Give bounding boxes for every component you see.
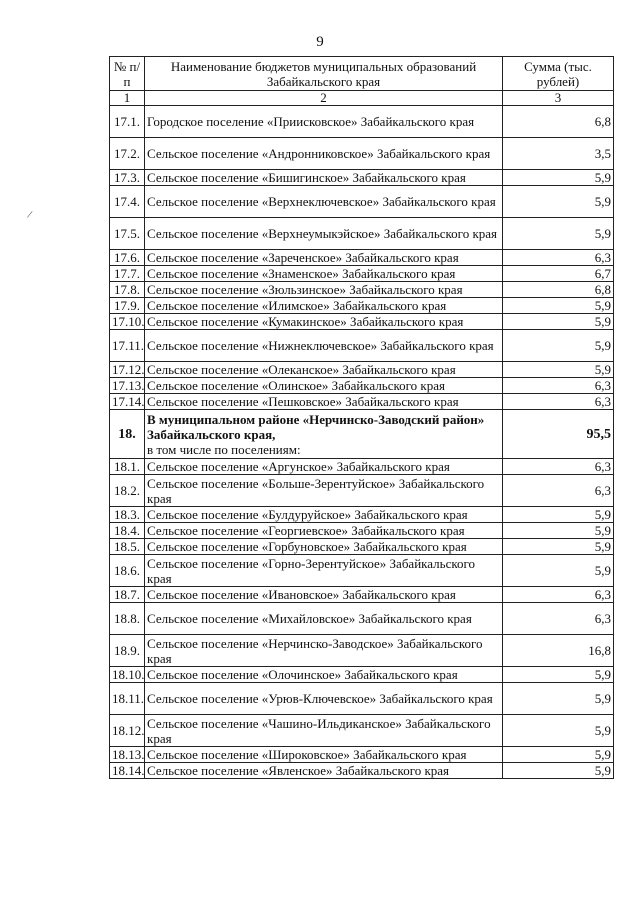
row-number: 17.5.: [110, 218, 145, 250]
table-row: [110, 459, 614, 475]
row-number: 17.3.: [110, 170, 145, 186]
table-row: [110, 186, 614, 218]
stray-mark: /: [26, 208, 34, 222]
row-sum: 5,9: [503, 555, 614, 587]
row-sum: 5,9: [503, 763, 614, 779]
row-sum: 6,3: [503, 378, 614, 394]
row-name: Сельское поселение «Чашино-Ильдиканское» Забайкальского края: [145, 715, 503, 747]
row-number: 18.12.: [110, 715, 145, 747]
budget-table: [109, 56, 614, 779]
row-number: 17.8.: [110, 282, 145, 298]
row-sum: 3,5: [503, 138, 614, 170]
column-index-2: 2: [145, 91, 503, 106]
table-row: [110, 170, 614, 186]
row-number: 18.9.: [110, 635, 145, 667]
row-name: Сельское поселение «Олочинское» Забайкальского края: [145, 667, 503, 683]
row-number: 17.4.: [110, 186, 145, 218]
table-row: [110, 507, 614, 523]
table-header-row: [110, 57, 614, 91]
header-name: Наименование бюджетов муниципальных образований Забайкальского края: [145, 57, 503, 91]
row-name: Сельское поселение «Зареченское» Забайкальского края: [145, 250, 503, 266]
row-name: Сельское поселение «Широковское» Забайкальского края: [145, 747, 503, 763]
table-row: [110, 747, 614, 763]
row-sum: 5,9: [503, 170, 614, 186]
row-sum: 5,9: [503, 683, 614, 715]
table-row: [110, 603, 614, 635]
row-name: Сельское поселение «Бишигинское» Забайкальского края: [145, 170, 503, 186]
row-name: Сельское поселение «Булдуруйское» Забайкальского края: [145, 507, 503, 523]
table-row: [110, 523, 614, 539]
table-row: [110, 106, 614, 138]
row-name: Сельское поселение «Нижнеключевское» Забайкальского края: [145, 330, 503, 362]
row-number: 18.4.: [110, 523, 145, 539]
row-number: 17.2.: [110, 138, 145, 170]
row-name: Сельское поселение «Зюльзинское» Забайкальского края: [145, 282, 503, 298]
row-number: 17.10.: [110, 314, 145, 330]
row-sum: 5,9: [503, 523, 614, 539]
table-row: [110, 715, 614, 747]
table-row: [110, 282, 614, 298]
row-sum: 16,8: [503, 635, 614, 667]
row-sum: 5,9: [503, 298, 614, 314]
row-name: Сельское поселение «Верхнеключевское» Забайкальского края: [145, 186, 503, 218]
row-name: Сельское поселение «Горно-Зерентуйское» Забайкальского края: [145, 555, 503, 587]
row-number: 18.2.: [110, 475, 145, 507]
row-sum: 6,3: [503, 587, 614, 603]
row-number: 17.7.: [110, 266, 145, 282]
row-name: Сельское поселение «Больше-Зерентуйское» Забайкальского края: [145, 475, 503, 507]
district-subtitle: в том числе по поселениям:: [147, 441, 301, 457]
table-row: [110, 394, 614, 410]
table-row: [110, 266, 614, 282]
district-name: В муниципальном районе «Нерчинско-Заводский район» Забайкальского края,: [147, 411, 485, 442]
row-sum: 5,9: [503, 539, 614, 555]
column-index-3: 3: [503, 91, 614, 106]
row-number: 18.3.: [110, 507, 145, 523]
row-name: Городское поселение «Приисковское» Забайкальского края: [145, 106, 503, 138]
row-sum: 6,3: [503, 250, 614, 266]
row-number: 18.7.: [110, 587, 145, 603]
table-row: [110, 378, 614, 394]
table-row: [110, 298, 614, 314]
row-sum: 5,9: [503, 362, 614, 378]
row-number: 18.8.: [110, 603, 145, 635]
table-row: [110, 218, 614, 250]
row-number: 17.13.: [110, 378, 145, 394]
row-name: Сельское поселение «Верхнеумыкэйское» Забайкальского края: [145, 218, 503, 250]
row-name: Сельское поселение «Ивановское» Забайкальского края: [145, 587, 503, 603]
row-number: 17.14.: [110, 394, 145, 410]
column-index-1: 1: [110, 91, 145, 106]
row-number: 17.11.: [110, 330, 145, 362]
row-number: 17.6.: [110, 250, 145, 266]
row-sum: 6,8: [503, 106, 614, 138]
row-number: 18.11.: [110, 683, 145, 715]
row-sum: 5,9: [503, 314, 614, 330]
table-row: [110, 667, 614, 683]
table-row: [110, 250, 614, 266]
row-number: 18.10.: [110, 667, 145, 683]
row-name: Сельское поселение «Аргунское» Забайкальского края: [145, 459, 503, 475]
row-sum: 5,9: [503, 715, 614, 747]
row-sum: 5,9: [503, 218, 614, 250]
row-sum: 6,3: [503, 603, 614, 635]
row-name: Сельское поселение «Олинское» Забайкальского края: [145, 378, 503, 394]
row-number: 18.13.: [110, 747, 145, 763]
table-row: [110, 314, 614, 330]
row-name: Сельское поселение «Горбуновское» Забайкальского края: [145, 539, 503, 555]
row-sum: 5,9: [503, 507, 614, 523]
row-sum: 6,3: [503, 394, 614, 410]
row-name: Сельское поселение «Олеканское» Забайкальского края: [145, 362, 503, 378]
row-sum: 5,9: [503, 186, 614, 218]
row-name: Сельское поселение «Кумакинское» Забайкальского края: [145, 314, 503, 330]
row-sum: 6,7: [503, 266, 614, 282]
row-name: Сельское поселение «Михайловское» Забайкальского края: [145, 603, 503, 635]
row-sum: 6,8: [503, 282, 614, 298]
row-number: 18.: [110, 410, 145, 459]
row-name: [145, 410, 503, 459]
row-name: Сельское поселение «Урюв-Ключевское» Забайкальского края: [145, 683, 503, 715]
table-row: [110, 635, 614, 667]
row-number: 18.6.: [110, 555, 145, 587]
row-name: Сельское поселение «Георгиевское» Забайкальского края: [145, 523, 503, 539]
table-row: [110, 330, 614, 362]
table-row: [110, 362, 614, 378]
row-number: 17.1.: [110, 106, 145, 138]
row-number: 18.5.: [110, 539, 145, 555]
row-name: Сельское поселение «Явленское» Забайкальского края: [145, 763, 503, 779]
row-sum: 6,3: [503, 459, 614, 475]
row-name: Сельское поселение «Знаменское» Забайкальского края: [145, 266, 503, 282]
row-name: Сельское поселение «Андронниковское» Забайкальского края: [145, 138, 503, 170]
row-number: 18.14.: [110, 763, 145, 779]
page-number: 9: [316, 34, 324, 50]
header-sum: Сумма (тыс. рублей): [503, 57, 614, 91]
row-name: Сельское поселение «Нерчинско-Заводское» Забайкальского края: [145, 635, 503, 667]
column-index-row: [110, 91, 614, 106]
row-number: 18.1.: [110, 459, 145, 475]
table-row-district: [110, 410, 614, 459]
row-number: 17.12.: [110, 362, 145, 378]
row-sum: 5,9: [503, 747, 614, 763]
table-row: [110, 138, 614, 170]
header-num: № п/п: [110, 57, 145, 91]
table-row: [110, 555, 614, 587]
table-row: [110, 475, 614, 507]
table-row: [110, 539, 614, 555]
row-name: Сельское поселение «Илимское» Забайкальского края: [145, 298, 503, 314]
row-sum: 6,3: [503, 475, 614, 507]
row-sum: 95,5: [503, 410, 614, 459]
table-row: [110, 763, 614, 779]
row-sum: 5,9: [503, 667, 614, 683]
row-number: 17.9.: [110, 298, 145, 314]
row-sum: 5,9: [503, 330, 614, 362]
row-name: Сельское поселение «Пешковское» Забайкальского края: [145, 394, 503, 410]
table-row: [110, 587, 614, 603]
table-row: [110, 683, 614, 715]
